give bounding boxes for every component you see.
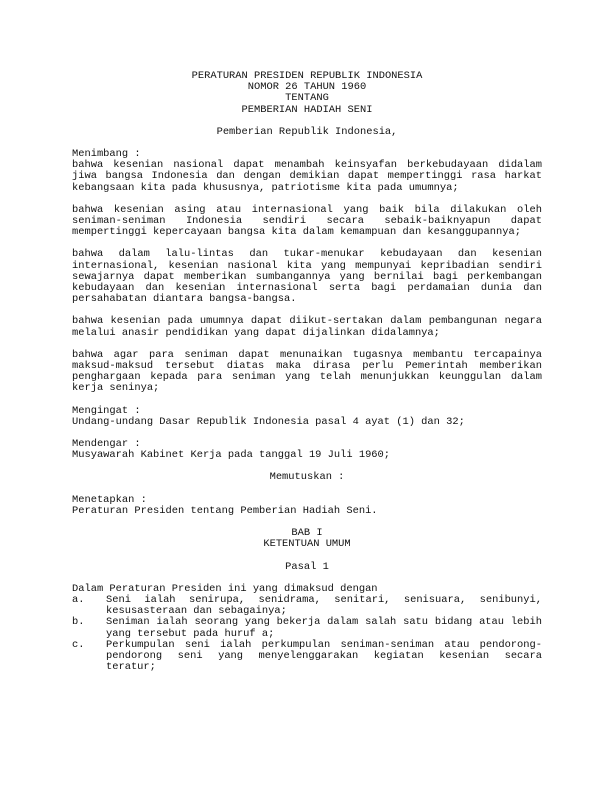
bab-title: KETENTUAN UMUM [263,538,351,551]
mendengar-text: Musyawarah Kabinet Kerja pada tanggal 19 Juli 1960; [72,449,391,462]
header-number: NOMOR 26 TAHUN 1960 [247,81,367,94]
pasal-intro: Dalam Peraturan Presiden ini yang dimaksud dengan [72,582,378,595]
issuer-line: Pemberian Republik Indonesia, [216,125,398,138]
list-item-text: Seniman ialah seorang yang bekerja dalam salah satu bidang atau lebih yang tersebut pada huruf a; [106,616,542,640]
menimbang-paragraph: bahwa agar para seniman dapat menunaikan tugasnya membantu tercapainya maksud-maksud tersebut diatas maka dirasa perlu Pemerintah memberikan penghargaan kepada para seniman yang telah menunjukkan keunggulan dalam kerja seninya; [72,348,542,395]
mendengar-label: Mendengar : [72,438,141,451]
bab-number: BAB I [291,527,323,540]
list-item [72,640,542,674]
list-item [72,617,542,639]
memutuskan-heading: Memutuskan : [269,471,345,484]
mengingat-label: Mengingat : [72,404,141,417]
mengingat-text: Undang-undang Dasar Republik Indonesia pasal 4 ayat (1) dan 32; [72,415,465,428]
menetapkan-label: Menetapkan : [72,493,147,506]
menetapkan-text: Peraturan Presiden tentang Pemberian Hadiah Seni. [72,504,378,517]
list-item [72,595,542,617]
document-page [72,71,542,673]
menimbang-paragraph: bahwa kesenian nasional dapat menambah keinsyafan berkebudayaan didalam jiwa bangsa Indonesia dan dengan demikian dapat mempertinggi rasa harkat kebangsaan kita pada khususnya, patriotisme kita pada umumnya; [72,159,542,194]
header-title: PERATURAN PRESIDEN REPUBLIK INDONESIA [191,70,423,82]
menimbang-paragraph: bahwa kesenian pada umumnya dapat diikut-sertakan dalam pembangunan negara melalui anasir pendidikan yang dapat dijalinkan didalamnya; [72,315,542,339]
pasal-title: Pasal 1 [285,560,329,573]
list-item-text: Seni ialah senirupa, senidrama, senitari, senisuara, senibunyi, kesusasteraan dan sebagainya; [106,593,542,618]
header-tentang: TENTANG [285,92,329,105]
header-subject: PEMBERIAN HADIAH SENI [241,103,373,116]
menimbang-paragraph: bahwa dalam lalu-lintas dan tukar-menukar kebudayaan dan kesenian internasional, kesenian nasional kita yang mempunyai kepribadian sendiri sewajarnya dapat memberikan sumbangannya yang bernilai bagi perkembangan kebudayaan dan kesenian internasional serta bagi perdamaian dunia dan persahabatan diantara bangsa-bangsa. [72,248,542,306]
menimbang-label: Menimbang : [72,148,141,161]
list-item-text: Perkumpulan seni ialah perkumpulan seniman-seniman atau pendorong-pendorong seni yang menyelenggarakan kegiatan kesenian secara teratur; [106,638,542,674]
list-marker: c. [72,638,85,651]
menimbang-paragraph: bahwa kesenian asing atau internasional yang baik bila dilakukan oleh seniman-seniman Indonesia sendiri secara sebaik-baiknyapun dapat mempertinggi kepercayaan bangsa kita dalam kemampuan dan kesanggupannya; [72,203,542,239]
list-marker: b. [72,616,85,629]
list-marker: a. [72,593,85,606]
document-header [72,71,542,116]
